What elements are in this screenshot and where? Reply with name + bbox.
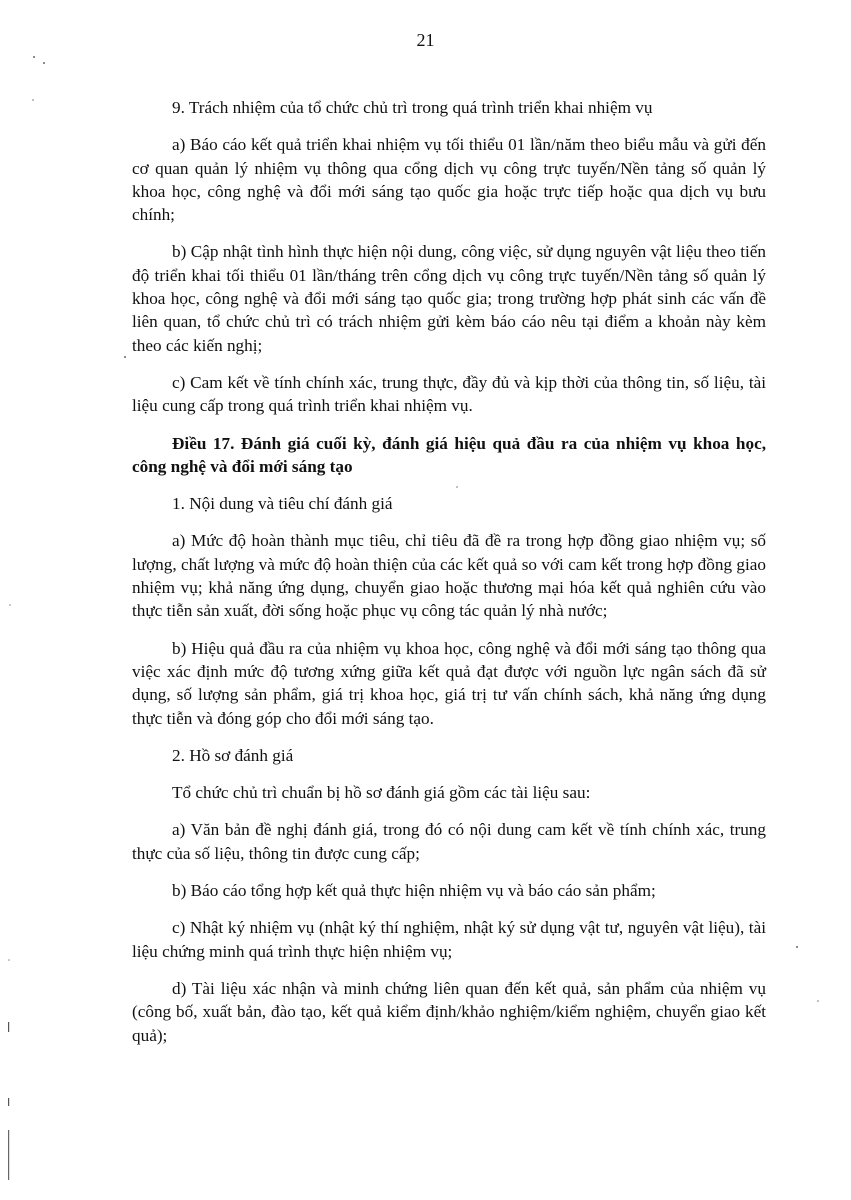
clause-2-intro: Tổ chức chủ trì chuẩn bị hồ sơ đánh giá gồm các tài liệu sau: (172, 783, 591, 803)
item-9b: b) Cập nhật tình hình thực hiện nội dung, công việc, sử dụng nguyên vật liệu theo tiến độ triển khai tối thiểu 01 lần/tháng trên cổng dịch vụ công trực tuyến/Nền tảng số quản lý khoa học, công nghệ và đổi mới sáng tạo quốc gia; trong trường hợp phát sinh các vấn đề liên quan, tổ chức chủ trì có trách nhiệm gửi kèm báo cáo nêu tại điểm a khoản này kèm theo các kiến nghị; (132, 242, 766, 355)
item-2a: a) Văn bản đề nghị đánh giá, trong đó có nội dung cam kết về tính chính xác, trung thực của số liệu, thông tin được cung cấp; (132, 820, 766, 863)
item-2d: d) Tài liệu xác nhận và minh chứng liên quan đến kết quả, sản phẩm của nhiệm vụ (công bố, xuất bản, đào tạo, kết quả kiểm định/khảo nghiệm/kiểm nghiệm, chuyển giao kết quả); (132, 978, 766, 1045)
item-9a: a) Báo cáo kết quả triển khai nhiệm vụ tối thiểu 01 lần/năm theo biểu mẫu và gửi đến cơ quan quản lý nhiệm vụ thông qua cổng dịch vụ công trực tuyến/Nền tảng số quản lý khoa học, công nghệ và đổi mới sáng tạo quốc gia hoặc trực tiếp hoặc qua dịch vụ bưu chính; (132, 135, 766, 225)
document-body (132, 96, 766, 1061)
item-1a: a) Mức độ hoàn thành mục tiêu, chỉ tiêu đã đề ra trong hợp đồng giao nhiệm vụ; số lượng, chất lượng và mức độ hoàn thiện của các kết quả so với cam kết trong hợp đồng giao nhiệm vụ; khả năng ứng dụng, chuyển giao hoặc thương mại hóa kết quả nghiên cứu vào thực tiễn sản xuất, đời sống hoặc phục vụ công tác quản lý nhà nước; (132, 531, 766, 621)
item-9c: c) Cam kết về tính chính xác, trung thực, đầy đủ và kịp thời của thông tin, số liệu, tài liệu cung cấp trong quá trình triển khai nhiệm vụ. (132, 372, 766, 416)
item-2b: b) Báo cáo tổng hợp kết quả thực hiện nhiệm vụ và báo cáo sản phẩm; (172, 881, 656, 901)
clause-2-title: 2. Hồ sơ đánh giá (172, 745, 294, 765)
clause-1-title: 1. Nội dung và tiêu chí đánh giá (172, 494, 393, 514)
article-17-heading: Điều 17. Đánh giá cuối kỳ, đánh giá hiệu quả đầu ra của nhiệm vụ khoa học, công nghệ và đổi mới sáng tạo (132, 433, 766, 476)
item-2c: c) Nhật ký nhiệm vụ (nhật ký thí nghiệm, nhật ký sử dụng vật tư, nguyên vật liệu), tài liệu chứng minh quá trình thực hiện nhiệm vụ; (132, 918, 766, 961)
page-number: 21 (416, 30, 435, 50)
section-9-title: 9. Trách nhiệm của tổ chức chủ trì trong quá trình triển khai nhiệm vụ (172, 98, 653, 117)
item-1b: b) Hiệu quả đầu ra của nhiệm vụ khoa học, công nghệ và đổi mới sáng tạo thông qua việc xác định mức độ tương xứng giữa kết quả đạt được với nguồn lực ngân sách đã sử dụng, số lượng sản phẩm, giá trị khoa học, giá trị tư vấn chính sách, khả năng ứng dụng thực tiễn và đóng góp cho đổi mới sáng tạo. (132, 638, 766, 728)
